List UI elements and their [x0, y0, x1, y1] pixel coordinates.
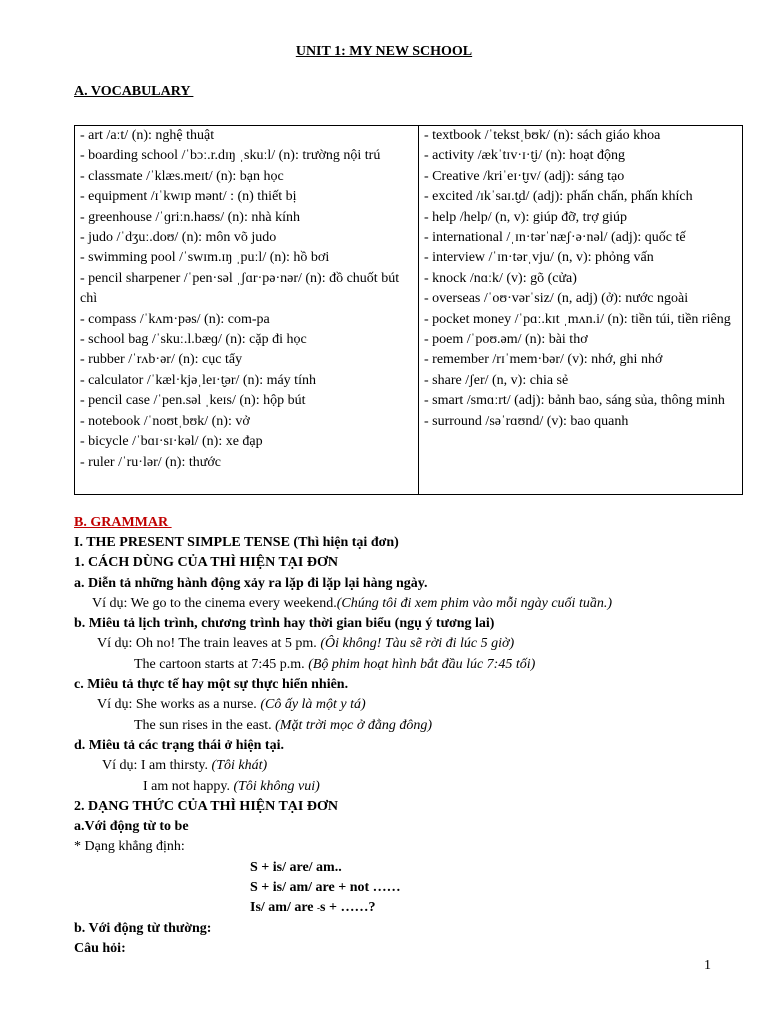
vocabulary-right-column: [419, 126, 742, 494]
page-number: 1: [704, 958, 711, 973]
grammar-content: [74, 533, 744, 959]
form-heading: 2. DẠNG THỨC CỦA THÌ HIỆN TẠI ĐƠN: [74, 798, 338, 814]
example-translation: (Bộ phim hoạt hình bắt đầu lúc 7:45 tối): [308, 656, 536, 672]
vocabulary-left-column: [75, 126, 419, 494]
vocab-item: - rubber /ˈrʌb·ər/ (n): cục tẩy: [80, 352, 243, 368]
grammar-heading: B. GRAMMAR: [74, 515, 172, 530]
vocab-item: - equipment /ɪˈkwɪp mənt/ : (n) thiết bị: [80, 189, 297, 205]
example-text: Ví dụ: Oh no! The train leaves at 5 pm.: [97, 636, 321, 652]
vocab-item: - ruler /ˈru·lər/ (n): thước: [80, 454, 221, 470]
vocabulary-table: [74, 125, 743, 495]
formula-part: s + ……?: [320, 900, 376, 916]
example-translation: (Mặt trời mọc ở đằng đông): [275, 717, 433, 733]
formula-negative: S + is/ am/ are + not ……: [250, 880, 401, 896]
vocab-item: - surround /səˈrɑʊnd/ (v): bao quanh: [424, 413, 629, 429]
example-line: [74, 634, 744, 654]
example-text: I am not happy.: [143, 778, 234, 794]
vocab-item: - poem /ˈpoʊ.əm/ (n): bài thơ: [424, 332, 588, 348]
vocab-item: - smart /smɑːrt/ (adj): bảnh bao, sáng sủa, thông minh: [424, 393, 725, 409]
example-translation: (Cô ấy là một y tá): [260, 697, 366, 713]
vocab-item: - art /aːt/ (n): nghệ thuật: [80, 128, 215, 143]
vocab-item: - pencil sharpener /ˈpen·səl ˌʃɑr·pə·nər/ (n): đồ chuốt bút chì: [80, 270, 400, 307]
vocab-item: - compass /ˈkʌm·pəs/ (n): com-pa: [80, 311, 270, 327]
formula-dash: -: [317, 903, 321, 914]
example-translation: (Tôi không vui): [233, 778, 320, 794]
formula-part: Is/ am/ are: [250, 900, 318, 916]
formula-question: [74, 898, 744, 918]
regular-verb-title: b. Với động từ thường:: [74, 920, 212, 936]
example-text: The cartoon starts at 7:45 p.m.: [134, 656, 309, 672]
usage-c-title: c. Miêu tả thực tế hay một sự thực hiển nhiên.: [74, 677, 349, 693]
example-line: [74, 655, 744, 675]
vocab-item: - Creative /kriˈeɪ·t̬ɪv/ (adj): sáng tạo: [424, 168, 625, 184]
vocab-item: - pencil case /ˈpen.səl ˌkeɪs/ (n): hộp bút: [80, 393, 306, 409]
example-line: [74, 777, 744, 797]
vocab-item: - overseas /ˈoʊ·vərˈsiz/ (n, adj) (ở): nước ngoài: [424, 291, 689, 307]
vocab-item: - excited /ɪkˈsaɪ.t̬d/ (adj): phấn chấn, phấn khích: [424, 189, 693, 205]
vocab-item: - school bag /ˈskuː.l.bæɡ/ (n): cặp đi học: [80, 332, 307, 348]
usage-d-title: d. Miêu tả các trạng thái ở hiện tại.: [74, 737, 284, 753]
vocab-item: - greenhouse /ˈɡriːn.haʊs/ (n): nhà kính: [80, 209, 300, 225]
example-line: [74, 756, 744, 776]
vocab-item: - pocket money /ˈpɑː.kɪt ˌmʌn.i/ (n): tiền túi, tiền riêng: [424, 311, 731, 327]
unit-title: UNIT 1: MY NEW SCHOOL: [295, 44, 473, 59]
example-text: Ví dụ: We go to the cinema every weekend.: [92, 595, 337, 611]
affirmative-label: * Dạng khẳng định:: [74, 839, 185, 855]
vocab-item: - judo /ˈdʒuː.doʊ/ (n): môn võ judo: [80, 230, 277, 246]
example-translation: (Chúng tôi đi xem phim vào mỗi ngày cuối tuần.): [336, 595, 612, 611]
vocab-item: - classmate /ˈklæs.meɪt/ (n): bạn học: [80, 168, 284, 184]
example-line: [74, 716, 744, 736]
vocab-item: - interview /ˈɪn·tərˌvju/ (n, v): phỏng vấn: [424, 250, 654, 266]
usage-heading: 1. CÁCH DÙNG CỦA THÌ HIỆN TẠI ĐƠN: [74, 555, 338, 571]
example-text: Ví dụ: She works as a nurse.: [97, 697, 261, 713]
tense-heading: I. THE PRESENT SIMPLE TENSE (Thì hiện tại đơn): [74, 535, 399, 550]
example-translation: (Tôi khát): [211, 758, 268, 774]
vocab-item: - textbook /ˈtekstˌbʊk/ (n): sách giáo khoa: [424, 128, 661, 143]
vocab-item: - knock /nɑːk/ (v): gõ (cửa): [424, 270, 577, 286]
to-be-title: a.Với động từ to be: [74, 819, 189, 835]
vocab-item: - notebook /ˈnoʊtˌbʊk/ (n): vở: [80, 413, 250, 429]
vocab-item: - bicycle /ˈbɑɪ·sɪ·kəl/ (n): xe đạp: [80, 434, 263, 450]
vocab-item: - share /ʃer/ (n, v): chia sẻ: [424, 372, 569, 388]
vocab-item: - activity /ækˈtɪv·ɪ·t̬i/ (n): hoạt động: [424, 148, 626, 164]
usage-a-title: a. Diễn tả những hành động xảy ra lặp đi lặp lại hàng ngày.: [74, 575, 428, 591]
usage-b-title: b. Miêu tả lịch trình, chương trình hay thời gian biểu (ngụ ý tương lai): [74, 616, 495, 632]
example-line: [74, 695, 744, 715]
vocab-item: - swimming pool /ˈswɪm.ɪŋ ˌpuːl/ (n): hồ bơi: [80, 250, 330, 266]
example-text: The sun rises in the east.: [134, 717, 276, 733]
vocabulary-heading: A. VOCABULARY: [74, 84, 194, 99]
vocab-item: - remember /rɪˈmem·bər/ (v): nhớ, ghi nhớ: [424, 352, 663, 368]
example-text: Ví dụ: I am thirsty.: [102, 758, 212, 774]
vocab-item: - help /help/ (n, v): giúp đỡ, trợ giúp: [424, 209, 627, 225]
question-label: Câu hỏi:: [74, 940, 126, 956]
vocab-item: - boarding school /ˈbɔː.r.dɪŋ ˌskuːl/ (n): trường nội trú: [80, 148, 381, 164]
vocab-item: - calculator /ˈkæl·kjəˌleɪ·t̬ər/ (n): máy tính: [80, 372, 316, 388]
formula-affirmative: S + is/ are/ am..: [250, 859, 342, 875]
vocab-item: - international /ˌɪn·tərˈnæʃ·ə·nəl/ (adj): quốc tế: [424, 230, 686, 246]
example-translation: (Ôi không! Tàu sẽ rời đi lúc 5 giờ): [320, 636, 515, 652]
example-line: [74, 594, 744, 614]
